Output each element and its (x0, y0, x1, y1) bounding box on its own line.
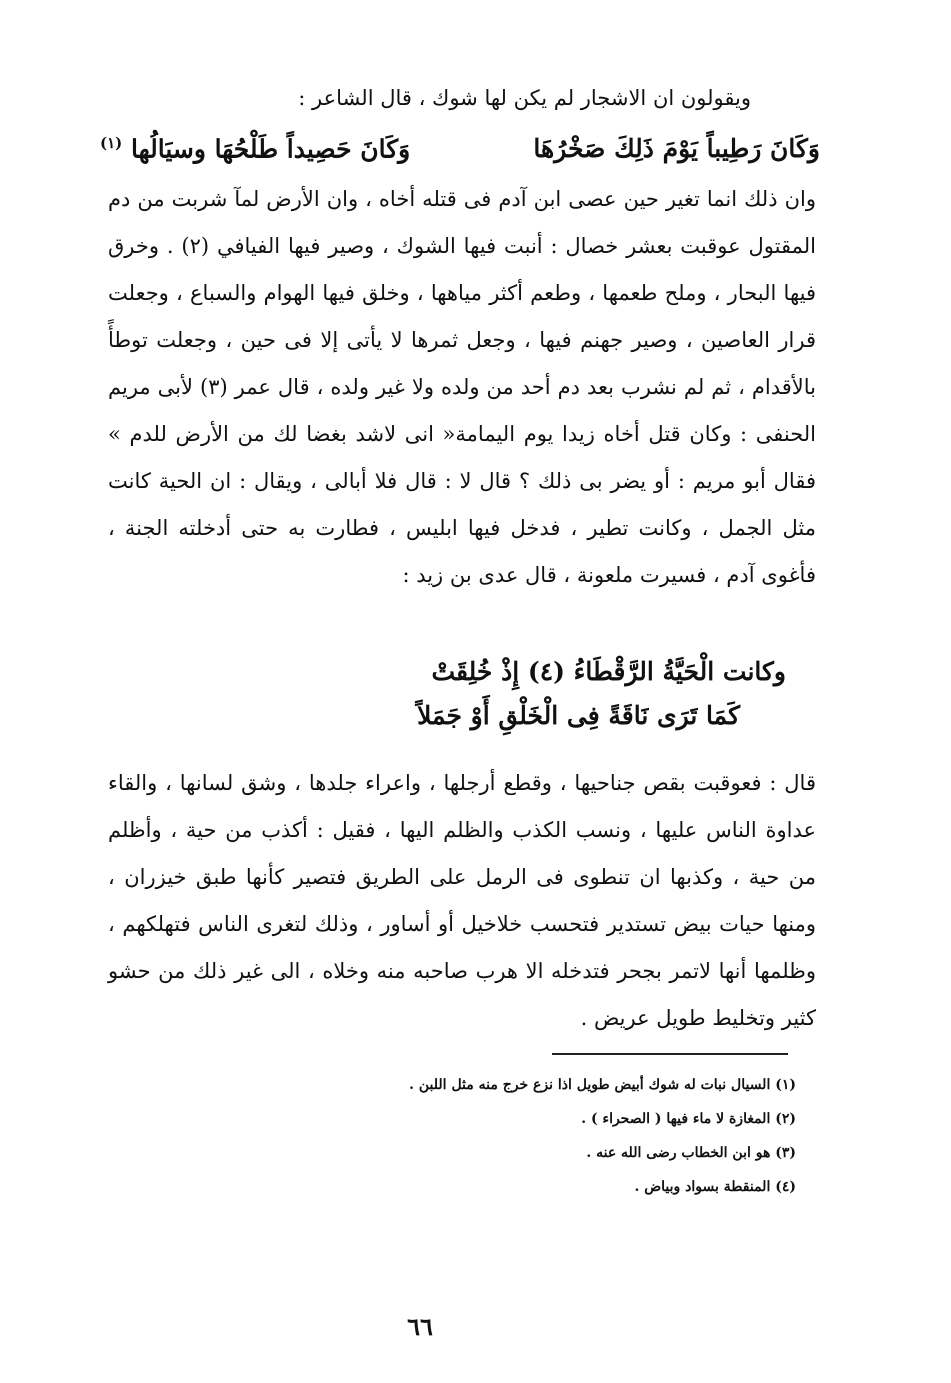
footnote-divider (552, 1053, 788, 1055)
footnote-1: (١) السيال نبات له شوك أبيض طويل اذا نزع خرج منه مثل اللبن . (409, 1077, 796, 1093)
verse-one-second-hemistich-text: وَكَانَ حَصِيداً طَلْحُهَا وسيَالُها (131, 134, 411, 164)
verse-two-line-two: كَمَا تَرَى نَاقَةً فِى الْخَلْقِ أَوْ جَمَلاً (417, 701, 740, 730)
footnote-ref-1: (١) (100, 134, 123, 152)
footnote-4: (٤) المنقطة بسواد وبياض . (634, 1179, 796, 1195)
verse-one-first-hemistich-text: وَكَانَ رَطِيباً يَوْمَ ذَلِكَ صَخْرُهَا (533, 134, 820, 163)
verse-one-second-hemistich (100, 134, 410, 163)
verse-two-line-one: وكانت الْحَيَّةُ الرَّقْطَاءُ (٤) إِذْ خُلِقَتْ (431, 657, 786, 686)
paragraph-two: قال : فعوقبت بقص جناحيها ، وقطع أرجلها ، واعراء جلدها ، وشق لسانها ، والقاء عداوة الناس عليها ، ونسب الكذب والظلم اليها ، فقيل : أكذب من حية ، وأظلم من حية ، وكذبها ان تنطوى فى الرمل على الطريق فتصير كأنها طبق خيزران ، ومنها حيات بيض تستدير فتحسب خلاخيل أو أساور ، وذلك لتغرى الناس فتهلكهم ، وظلمها أنها لاتمر بجحر فتدخله الا هرب صاحبه منه وخلاه ، الى غير ذلك من حشو كثير وتخليط طويل عريض . (108, 771, 816, 1030)
footnote-3: (٣) هو ابن الخطاب رضى الله عنه . (586, 1145, 796, 1161)
footnotes (300, 1068, 796, 1204)
verse-one-first-hemistich (533, 134, 820, 163)
footnote-2: (٢) المغازة لا ماء فيها ( الصحراء ) . (581, 1111, 796, 1127)
intro-line: ويقولون ان الاشجار لم يكن لها شوك ، قال الشاعر : (298, 86, 751, 110)
paragraph-one: وان ذلك انما تغير حين عصى ابن آدم فى قتله أخاه ، وان الأرض لمآ شربت من دم المقتول عوقبت بعشر خصال : أنبت فيها الشوك ، وصير فيها الفيافي (٢) . وخرق فيها البحار ، وملح طعمها ، وطعم أكثر مياهها ، وخلق فيها الهوام والسباع ، وجعلت قرار العاصين ، وصير جهنم فيها ، وجعل ثمرها لا يأتى إلا فى حين ، وجعلت توطأً بالأقدام ، ثم لم نشرب بعد دم أحد من ولده ولا غير ولده ، قال عمر (٣) لأبى مريم الحنفى : وكان قتل أخاه زيدا يوم اليمامة« انى لاشد بغضا لك من الأرض للدم » فقال أبو مريم : أو يضر بى ذلك ؟ قال لا : قال فلا أبالى ، ويقال : ان الحية كانت مثل الجمل ، وكانت تطير ، فدخل فيها ابليس ، فطارت به حتى أدخلته الجنة ، فأغوى آدم ، فسيرت ملعونة ، قال عدى بن زيد : (108, 187, 816, 587)
page-number: ٦٦ (407, 1312, 433, 1341)
verse-one (100, 126, 820, 174)
